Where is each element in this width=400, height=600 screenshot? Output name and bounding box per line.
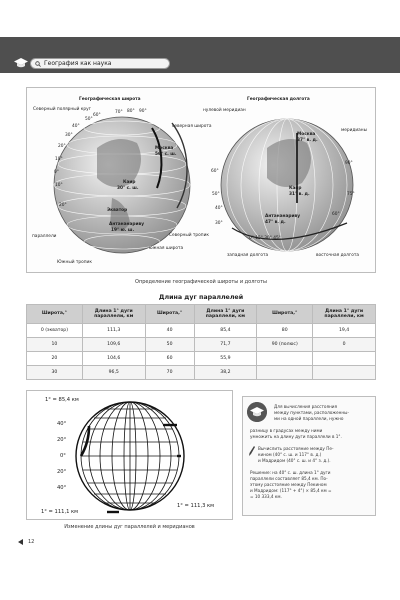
page-number: 12: [28, 539, 35, 545]
table-cell: 50: [145, 338, 194, 352]
lat-deg-20: 20°: [58, 144, 66, 149]
table-cell: 20: [27, 352, 83, 366]
section-title: География как наука: [44, 60, 112, 67]
antananarivo-lat: 19° ю. ш.: [111, 228, 135, 233]
lat-deg-40: 40°: [72, 124, 80, 129]
lon-deg-40: 40°: [215, 206, 223, 211]
table-cell: 38,2: [194, 366, 257, 380]
table-cell: 0: [313, 338, 376, 352]
lon-deg-75: 75°: [347, 192, 355, 197]
cairo-label-right: Каир: [289, 186, 302, 191]
lat-deg-s20: 20°: [59, 203, 67, 208]
table-cell: 30: [27, 366, 83, 380]
moscow-label: Москва: [155, 146, 174, 151]
lat-deg-10: 10°: [55, 157, 63, 162]
table-row: [27, 352, 376, 366]
table-cell: 60: [145, 352, 194, 366]
table-row: [27, 324, 376, 338]
arc-length-table: [26, 304, 376, 380]
table-cell: 80: [257, 324, 313, 338]
arc-85-label: 1° = 85,4 км: [45, 397, 79, 403]
lat-deg-s10: 10°: [55, 183, 63, 188]
antananarivo-label-right: Антананариву: [265, 214, 301, 219]
cairo-lat: 30° с. ш.: [117, 186, 139, 191]
south-latitude-label: южная широта: [149, 246, 184, 251]
equator-label: Экватор: [107, 208, 128, 213]
antananarivo-label: Антананариву: [109, 222, 145, 227]
parallels-label: параллели: [32, 234, 57, 239]
lat-20s-label: 20°: [57, 469, 67, 475]
cairo-lon: 31° в. д.: [289, 192, 310, 197]
table-cell: [313, 366, 376, 380]
figure2-caption: Изменение длины дуг параллелей и меридианов: [64, 524, 195, 530]
table-cell: [257, 366, 313, 380]
search-icon: [35, 61, 41, 67]
solution-paragraph: Решение: на 40° с. ш. длина 1° дуги параллели составляет 85,4 км. По- этому расстояние между Пекином и Мадридом: (117° + 4°) × 85,4 км = = 10 333,4 км.: [250, 470, 332, 500]
lat-deg-50: 50°: [85, 117, 93, 122]
table-cell: [313, 352, 376, 366]
longitude-title: Географическая долгота: [247, 97, 310, 102]
table-cell: 85,4: [194, 324, 257, 338]
table-cell: 19,4: [313, 324, 376, 338]
info-paragraph: Для вычисления расстояния между пунктами, расположенны- ми на одной параллели, нужно: [274, 404, 349, 422]
table-title: Длина дуг параллелей: [158, 294, 244, 301]
lat-deg-80: 80°: [127, 109, 135, 114]
col-header: Длина 1° дуги параллели, км: [194, 305, 257, 324]
info-paragraph-cont: разницу в градусах между ними умножить на длину дуги параллели в 1°.: [250, 428, 342, 440]
lat-40n-label: 40°: [57, 421, 67, 427]
table-cell: 0 (экватор): [27, 324, 83, 338]
lat-40s-label: 40°: [57, 485, 67, 491]
table-row: [27, 338, 376, 352]
col-header: Широта,°: [257, 305, 313, 324]
table-row: [27, 366, 376, 380]
lon-deg-50: 50°: [212, 192, 220, 197]
col-header: Длина 1° дуги параллели, км: [313, 305, 376, 324]
table-cell: 10: [27, 338, 83, 352]
table-cell: 111,3: [82, 324, 145, 338]
latitude-longitude-figure: [26, 87, 376, 273]
lat-deg-60: 60°: [93, 113, 101, 118]
table-cell: 96,5: [82, 366, 145, 380]
north-tropic-label: Северный тропик: [169, 233, 209, 238]
table-cell: 109,6: [82, 338, 145, 352]
moscow-label-right: Москва: [297, 132, 316, 137]
prime-meridian-label: нулевой меридиан: [203, 108, 246, 113]
table-cell: 40: [145, 324, 194, 338]
lon-deg-60: 60°: [211, 169, 219, 174]
lon-deg-60-right: 60°: [332, 212, 340, 217]
table-cell: 55,9: [194, 352, 257, 366]
moscow-lon: 37° в. д.: [297, 138, 318, 143]
lon-deg-90: 90°: [345, 161, 353, 166]
lat-20n-label: 20°: [57, 437, 67, 443]
col-header: Длина 1° дуги параллели, км: [82, 305, 145, 324]
latitude-title: Географическая широта: [79, 97, 141, 102]
meridians-label: меридианы: [341, 128, 368, 133]
col-header: Широта,°: [145, 305, 194, 324]
table-header-row: [27, 305, 376, 324]
col-header: Широта,°: [27, 305, 83, 324]
section-title-bar: [30, 58, 170, 69]
arc-111-3-label: 1° = 111,3 км: [177, 503, 215, 509]
lat-deg-0: 0°: [54, 170, 59, 175]
globes-illustration: [27, 88, 377, 274]
lat-deg-90: 90°: [139, 109, 147, 114]
cairo-label: Каир: [123, 180, 136, 185]
lat-deg-30: 30°: [65, 133, 73, 138]
figure1-caption: Определение географической широты и долготы: [135, 279, 267, 285]
table-cell: 90 (полюс): [257, 338, 313, 352]
graduation-cap-icon: [247, 402, 267, 422]
arctic-circle-label: Северный полярный круг: [33, 107, 91, 112]
table-cell: 71,7: [194, 338, 257, 352]
task-paragraph: Вычислить расстояние между Пе- кином (40° с. ш. и 117° в. д.) и Мадридом (40° с. ш. и 4° з. д.).: [258, 446, 334, 464]
lat-0-label: 0°: [60, 453, 66, 459]
west-longitude-label: западная долгота: [227, 253, 269, 258]
table-cell: 70: [145, 366, 194, 380]
pen-icon: [249, 446, 255, 456]
table-cell: [257, 352, 313, 366]
moscow-lat: 56° с. ш.: [155, 152, 177, 157]
arc-length-figure: [26, 390, 233, 520]
lon-bottom-degrees: 0° 15° 30° 45°: [249, 236, 281, 241]
page-arrow-icon: [18, 539, 23, 545]
south-tropic-label: Южный тропик: [57, 260, 92, 265]
arc-111-1-label: 1° = 111,1 км: [41, 509, 79, 515]
north-latitude-label: северная широта: [172, 124, 212, 129]
lat-deg-70: 70°: [115, 110, 123, 115]
lon-deg-30: 30°: [215, 221, 223, 226]
antananarivo-lon: 47° в. д.: [265, 220, 286, 225]
graduation-cap-icon: [14, 57, 28, 69]
globe-grid-illustration: [27, 391, 234, 521]
east-longitude-label: восточная долгота: [316, 253, 359, 258]
table-cell: 104,6: [82, 352, 145, 366]
